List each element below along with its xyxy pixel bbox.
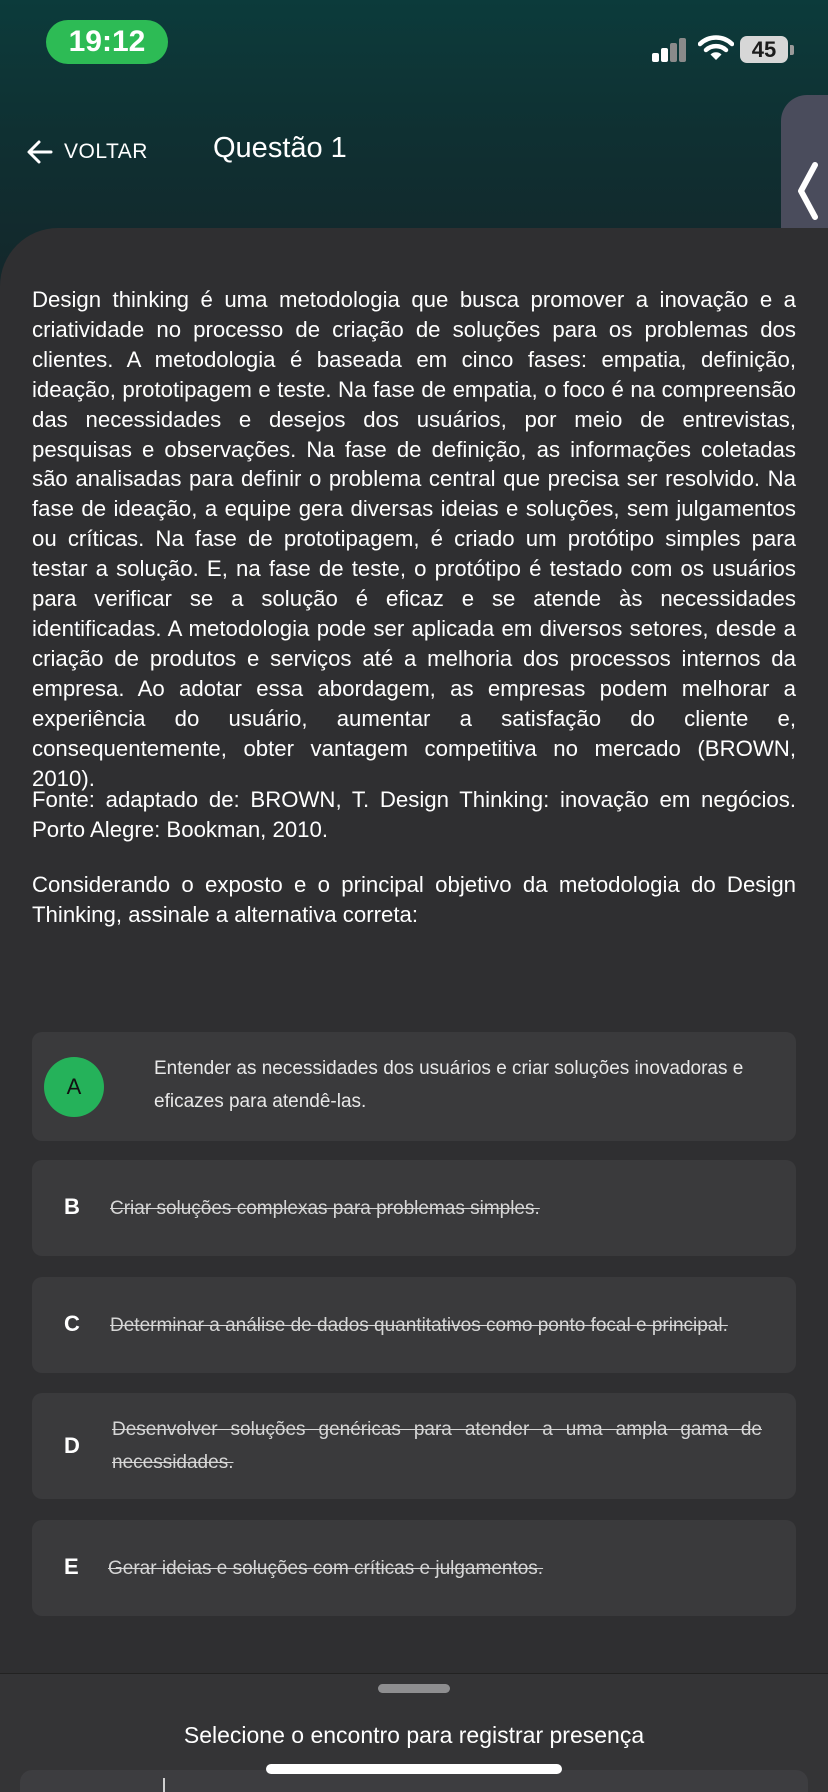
sheet-grabber[interactable] [378,1684,450,1693]
option-text-d: Desenvolver soluções genéricas para atender a uma ampla gama de necessidades. [112,1419,762,1473]
option-text-a: Entender as necessidades dos usuários e criar soluções inovadoras e eficazes para atendê-las. [154,1058,744,1112]
question-prompt: Considerando o exposto e o principal objetivo da metodologia do Design Thinking, assinale a alternativa correta: [32,872,796,927]
option-letter-c: C [64,1311,80,1336]
cellular-signal-icon [652,36,690,62]
option-c[interactable] [32,1277,796,1373]
option-e[interactable] [32,1520,796,1616]
option-text-b: Criar soluções complexas para problemas simples. [110,1198,540,1219]
option-a[interactable] [32,1032,796,1141]
option-letter-b: B [64,1194,80,1219]
battery-icon: 45 [740,36,788,63]
option-b[interactable] [32,1160,796,1256]
home-indicator[interactable] [266,1764,562,1774]
status-bar [0,0,828,90]
wifi-icon [698,34,734,62]
option-d[interactable] [32,1393,796,1499]
option-text-e: Gerar ideias e soluções com críticas e julgamentos. [108,1558,544,1579]
chevron-left-icon [795,161,821,221]
question-panel [0,228,828,1682]
question-text: Design thinking é uma metodologia que busca promover a inovação e a criatividade no processo de criação de soluções para os problemas dos clientes. A metodologia é baseada em cinco fases: empatia, definição, ideação, prototipagem e teste. Na fase de empatia, o foco é na compreensão das necessidades e desejos dos usuários, por meio de entrevistas, pesquisas e observações. Na fase de definição, as informações coletadas são analisadas para definir o problema central que precisa ser resolvido. Na fase de ideação, a equipe gera diversas ideias e soluções, sem julgamentos ou críticas. Na fase de prototipagem, é criado um protótipo simples para testar a solução. E, na fase de teste, o protótipo é testado com os usuários para verificar se a solução é eficaz e se atende às necessidades identificadas. A metodologia pode ser aplicada em diversos setores, desde a criação de produtos e serviços até a melhoria dos processos internos da empresa. Ao adotar essa abordagem, as empresas podem melhorar a experiência do usuário, aumentar a satisfação do cliente e, consequentemente, obter vantagem competitiva no mercado (BROWN, 2010). [32,287,796,791]
option-letter-d: D [64,1433,80,1458]
back-label: VOLTAR [64,140,148,163]
option-letter-e: E [64,1554,79,1579]
attendance-bottom-sheet[interactable] [0,1673,828,1792]
status-time: 19:12 [46,20,168,64]
question-source: Fonte: adaptado de: BROWN, T. Design Thinking: inovação em negócios. Porto Alegre: Bookman, 2010. [32,787,796,842]
option-letter-a: A [44,1057,104,1117]
nav-bar [0,120,828,180]
attendance-prompt: Selecione o encontro para registrar presença [183,1722,645,1748]
arrow-left-icon [26,138,54,166]
option-text-c: Determinar a análise de dados quantitativos como ponto focal e principal. [110,1315,728,1336]
battery-tip [790,45,794,55]
back-button[interactable] [26,136,148,168]
page-title: Questão 1 [213,132,347,164]
text-cursor [163,1778,165,1792]
